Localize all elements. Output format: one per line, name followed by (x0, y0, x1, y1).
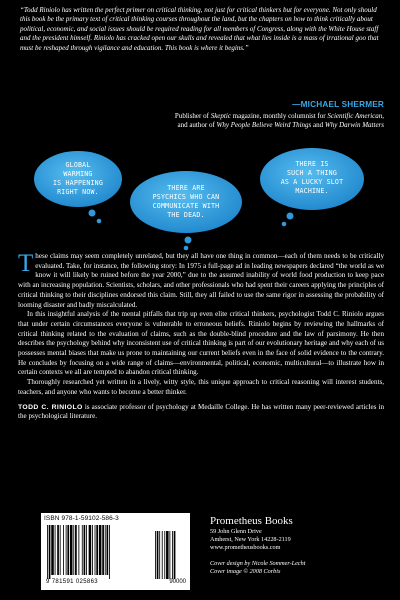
bubble-3-line-3: AS A LUCKY SLOT (280, 178, 344, 186)
bubble-1-line-2: WARMING (63, 170, 93, 178)
description-paragraph-2: In this insightful analysis of the mental pitfalls that trip up even elite critical thinkers, psychologist Todd C. Riniolo argues that under certain circumstances everyone is vulnerable to erroneous beliefs. Riniolo begins by reviewing the hallmarks of critical thinking related to the evaluation of claims, such as the double-blind procedure and the law of parsimony. He then describes the psychology behind why inconsistent use of critical thinking is part of our evolutionary heritage and why each of us possesses mental biases that make us prone to maintaining our current beliefs even in the face of solid evidence to the contrary. He concludes by focusing on a wide range of claims—environmental, political, economic, multicultural—to illustrate how in certain contexts we all are tempted to abandon critical thinking. (18, 310, 384, 377)
speech-bubble-psychics (130, 171, 242, 250)
author-name: TODD C. RINIOLO (18, 403, 83, 411)
publisher-address-line: 59 John Glenn Drive (210, 528, 262, 535)
speech-bubble-global-warming (34, 151, 122, 223)
book-description (18, 252, 384, 422)
bubble-1-line-1: GLOBAL (65, 161, 91, 169)
publisher-website: www.prometheusbooks.com (210, 544, 281, 551)
bubble-2-line-2: PSYCHICS WHO CAN (152, 193, 220, 201)
publisher-name: Prometheus Books (210, 515, 293, 527)
speech-bubbles (0, 140, 400, 260)
bubble-2-line-1: THERE ARE (167, 184, 205, 192)
endorsement-quote: “Todd Riniolo has written the perfect primer on critical thinking, not just for critical thinkers but for everyone. Not only should this book be the primary text of critical thinking courses throughout the land, but the chapters on how to think critically about political, economic, and social issues should be required reading for all members of Congress, along with the White House staff and the president himself. Riniolo has cracked open our skulls and revealed that what lies inside is a mass of irrational goo that must be reshaped through vigilance and education. This book is where it begins.” (20, 6, 379, 52)
publisher-address-line: Amherst, New York 14228-2119 (210, 536, 291, 543)
quote-attribution: —MICHAEL SHERMER (292, 100, 384, 109)
description-paragraph-1: These claims may seem completely unrelated, but they all have one thing in common—each of them needs to be critically evaluated. Take, for instance, the following story: In 1975 a full-page ad in leading newspapers declared “the world as we know it will likely be ruined before the year 2000,” due to the assumed inability of world food production to keep pace with an increasing population. Scientists, scholars, and other professionals who had spent their careers applying the principles of critical thinking to their disciplines endorsed this claim. Still, they all failed to use the same rigor in assessing the probability of looming disaster and badly miscalculated. (18, 250, 384, 309)
bubble-3-line-4: MACHINE. (295, 187, 329, 195)
barcode-digits: 9 781591 025863 (46, 579, 98, 585)
publisher-block (210, 515, 390, 576)
bubble-2-line-3: COMMUNICATE WITH (152, 202, 220, 210)
speech-bubble-lucky-slot (260, 148, 364, 226)
description-paragraph-3: Thoroughly researched yet written in a lively, witty style, this unique approach to critical reasoning will interest students, teachers, and anyone who wants to become a better thinker. (18, 378, 384, 396)
bubble-1-line-4: RIGHT NOW. (57, 188, 99, 196)
isbn-number: ISBN 978-1-59102-586-3 (44, 515, 119, 522)
cover-design-credit: Cover design by Nicole Sommer-Lecht (210, 560, 306, 567)
isbn-barcode (41, 513, 190, 590)
bubble-3-line-2: SUCH A THING (286, 169, 338, 177)
barcode-bars (47, 525, 185, 579)
attribution-credentials: Publisher of Skeptic magazine, monthly columnist for Scientific American, and author of Why People Believe Weird Things and Why Darwin Matters (174, 112, 384, 129)
author-bio: TODD C. RINIOLO is associate professor of psychology at Medaille College. He has written many peer-reviewed articles in the psychological literature. (18, 402, 384, 421)
bubble-2-line-4: THE DEAD. (167, 211, 205, 219)
cover-image-credit: Cover image © 2008 Corbis (210, 568, 281, 575)
bubble-3-line-1: THERE IS (295, 160, 329, 168)
drop-cap: T (18, 250, 34, 277)
bubble-1-line-3: IS HAPPENING (52, 179, 104, 187)
barcode-addon-digits: 90000 (169, 579, 186, 585)
